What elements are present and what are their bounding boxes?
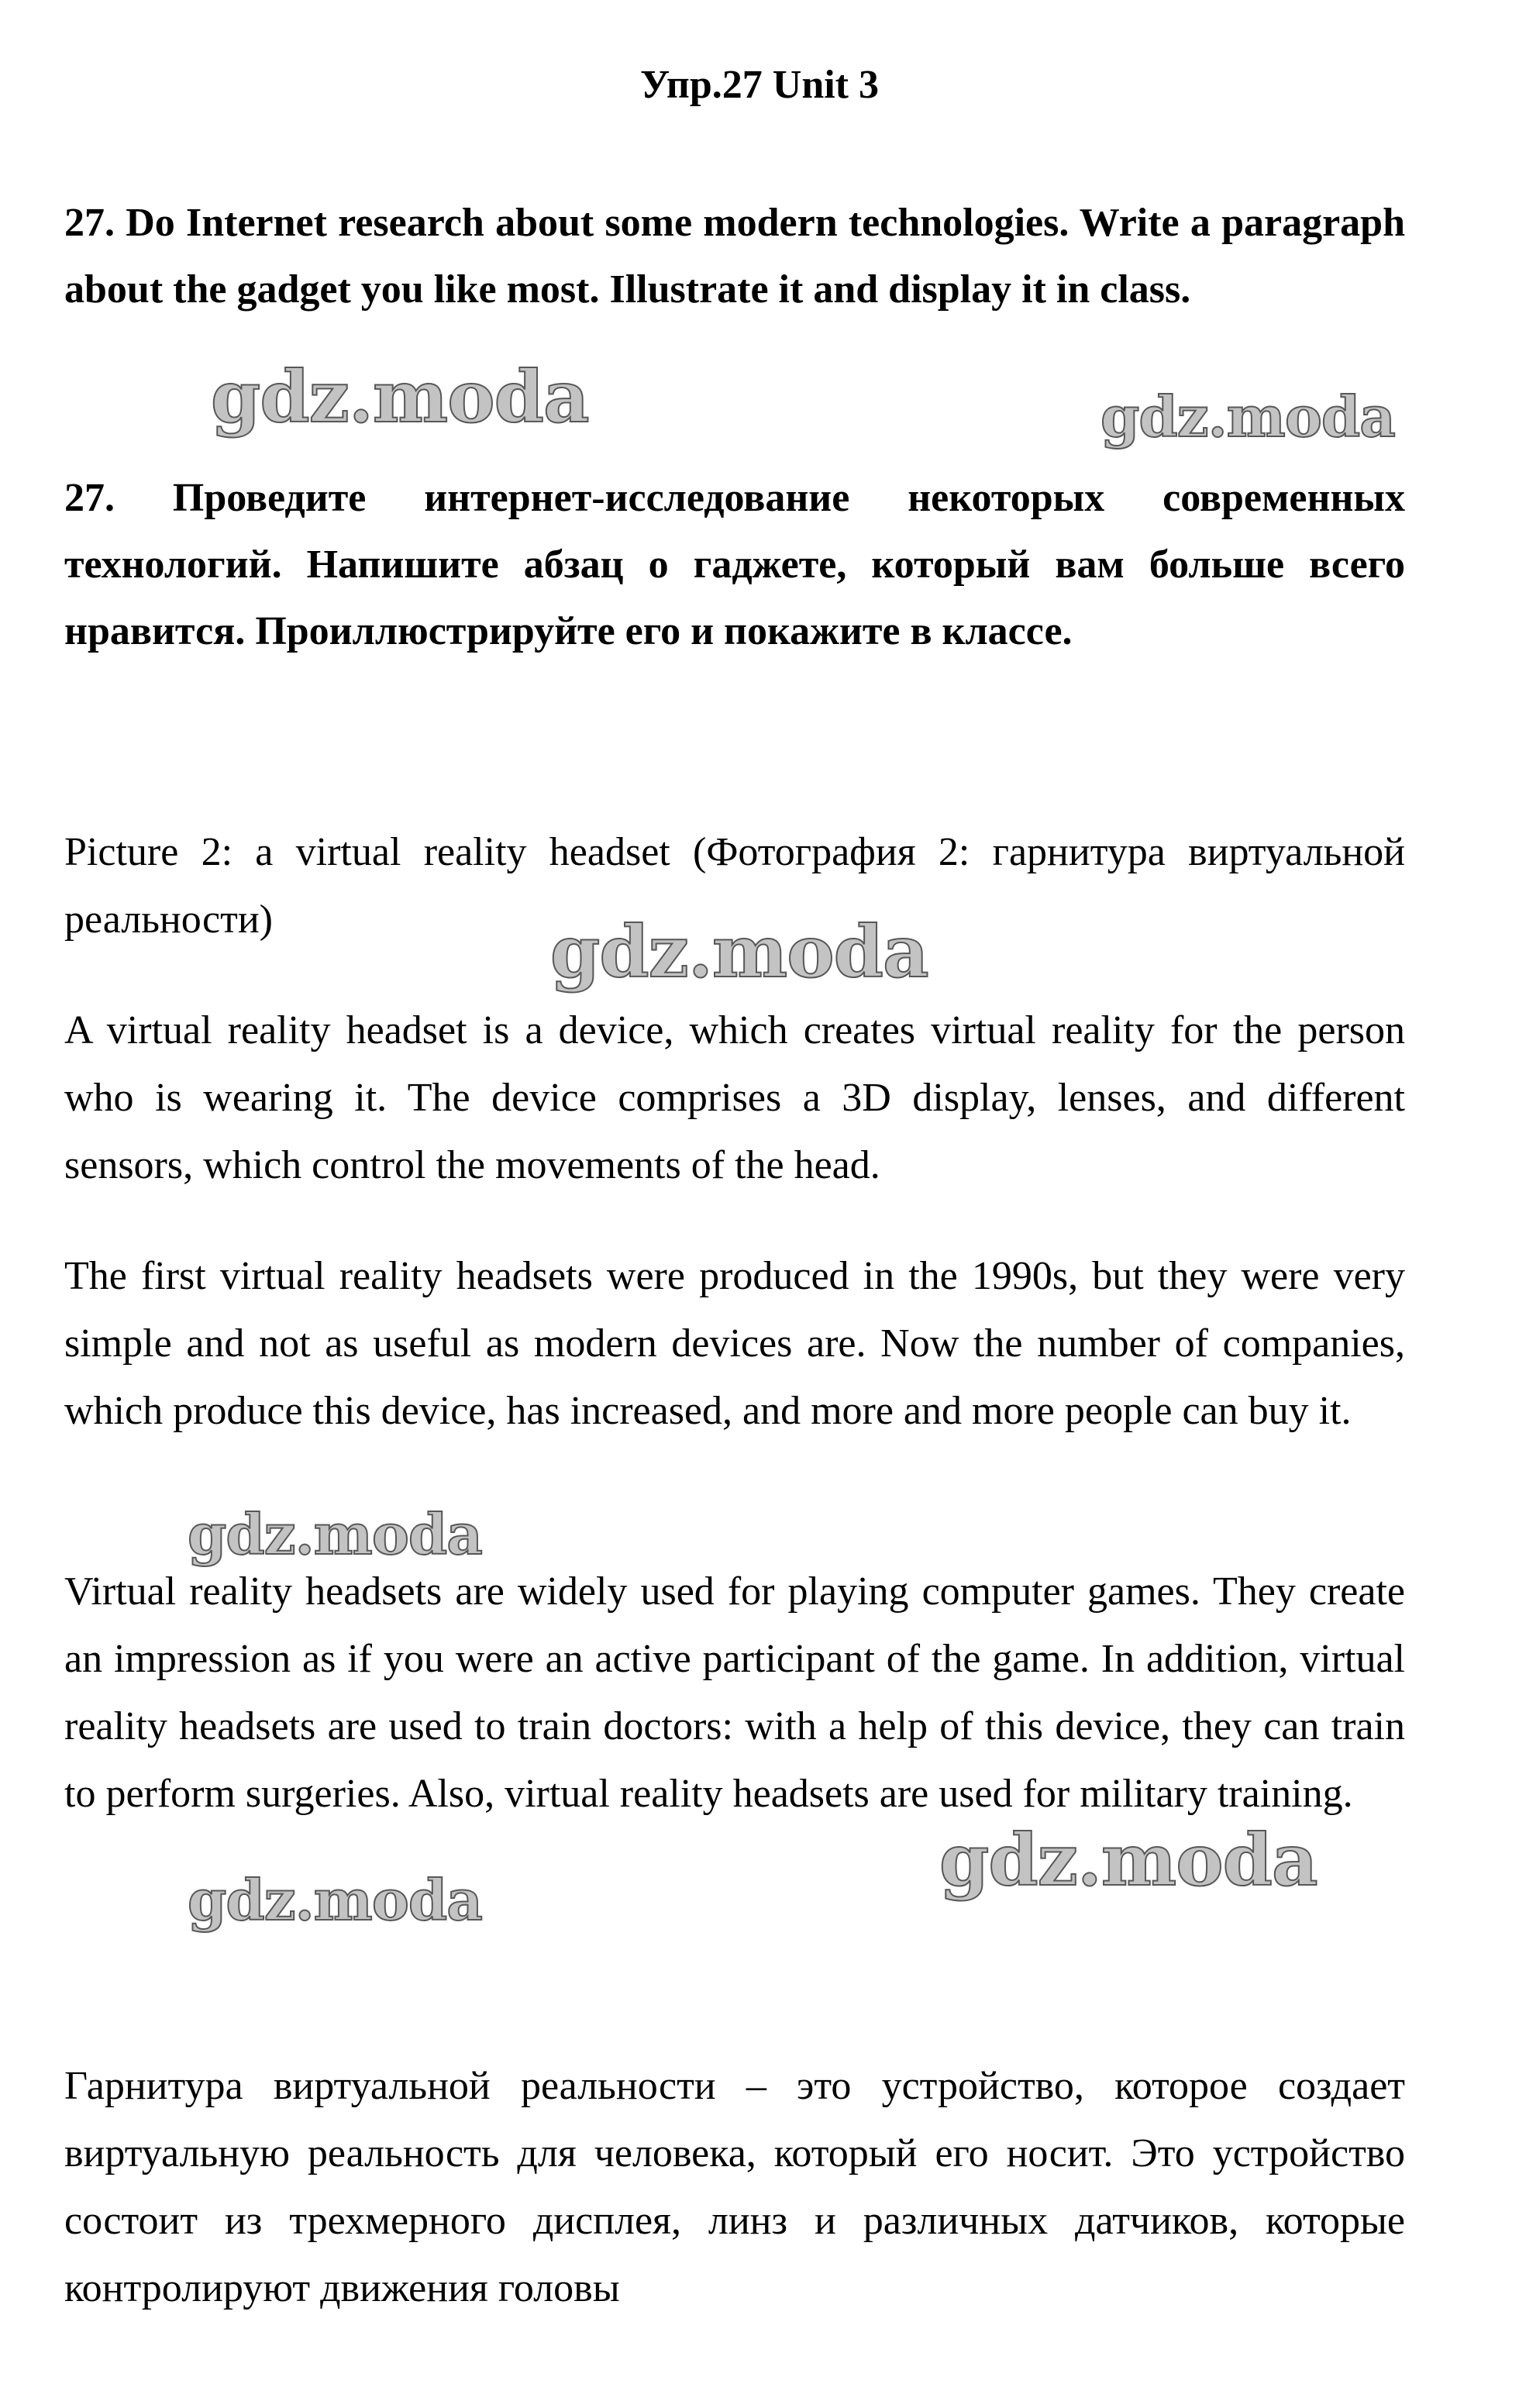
watermark: gdz.moda [211,355,589,439]
page-title: Упр.27 Unit 3 [639,63,879,107]
watermark: gdz.moda [188,1501,482,1567]
task-english: 27. Do Internet research about some modern technologies. Write a paragraph about the gadget you like most. Illustrate it and display it in class. [64,201,1405,312]
picture-caption: Picture 2: a virtual reality headset (Фотография 2: гарнитура виртуальной реальности) [64,830,1405,942]
task-russian: 27. Проведите интернет-исследование некоторых современных технологий. Напишите абзац о гаджете, который вам больше всего нравится. Проиллюстрируйте его и покажите в классе. [64,476,1405,653]
watermark: gdz.moda [550,910,928,994]
translation-paragraph: Гарнитура виртуальной реальности – это устройство, которое создает виртуальную реальность для человека, который его носит. Это устройство состоит из трехмерного дисплея, линз и различных датчиков, которые контролируют движения головы [64,2064,1405,2310]
watermark: gdz.moda [188,1867,482,1933]
answer-paragraph-3: Virtual reality headsets are widely used for playing computer games. They create an impression as if you were an active participant of the game. In addition, virtual reality headsets are used to train doctors: with a help of this device, they can train to perform surgeries. Also, virtual reality headsets are used for military training. [64,1569,1405,1816]
answer-paragraph-2: The first virtual reality headsets were produced in the 1990s, but they were very simple and not as useful as modern devices are. Now the number of companies, which produce this device, has increased, and more and more people can buy it. [64,1254,1405,1433]
watermark: gdz.moda [939,1818,1318,1902]
watermark: gdz.moda [1100,384,1395,450]
answer-paragraph-1: A virtual reality headset is a device, which creates virtual reality for the person who is wearing it. The device comprises a 3D display, lenses, and different sensors, which control the movements of the head. [64,1008,1405,1187]
